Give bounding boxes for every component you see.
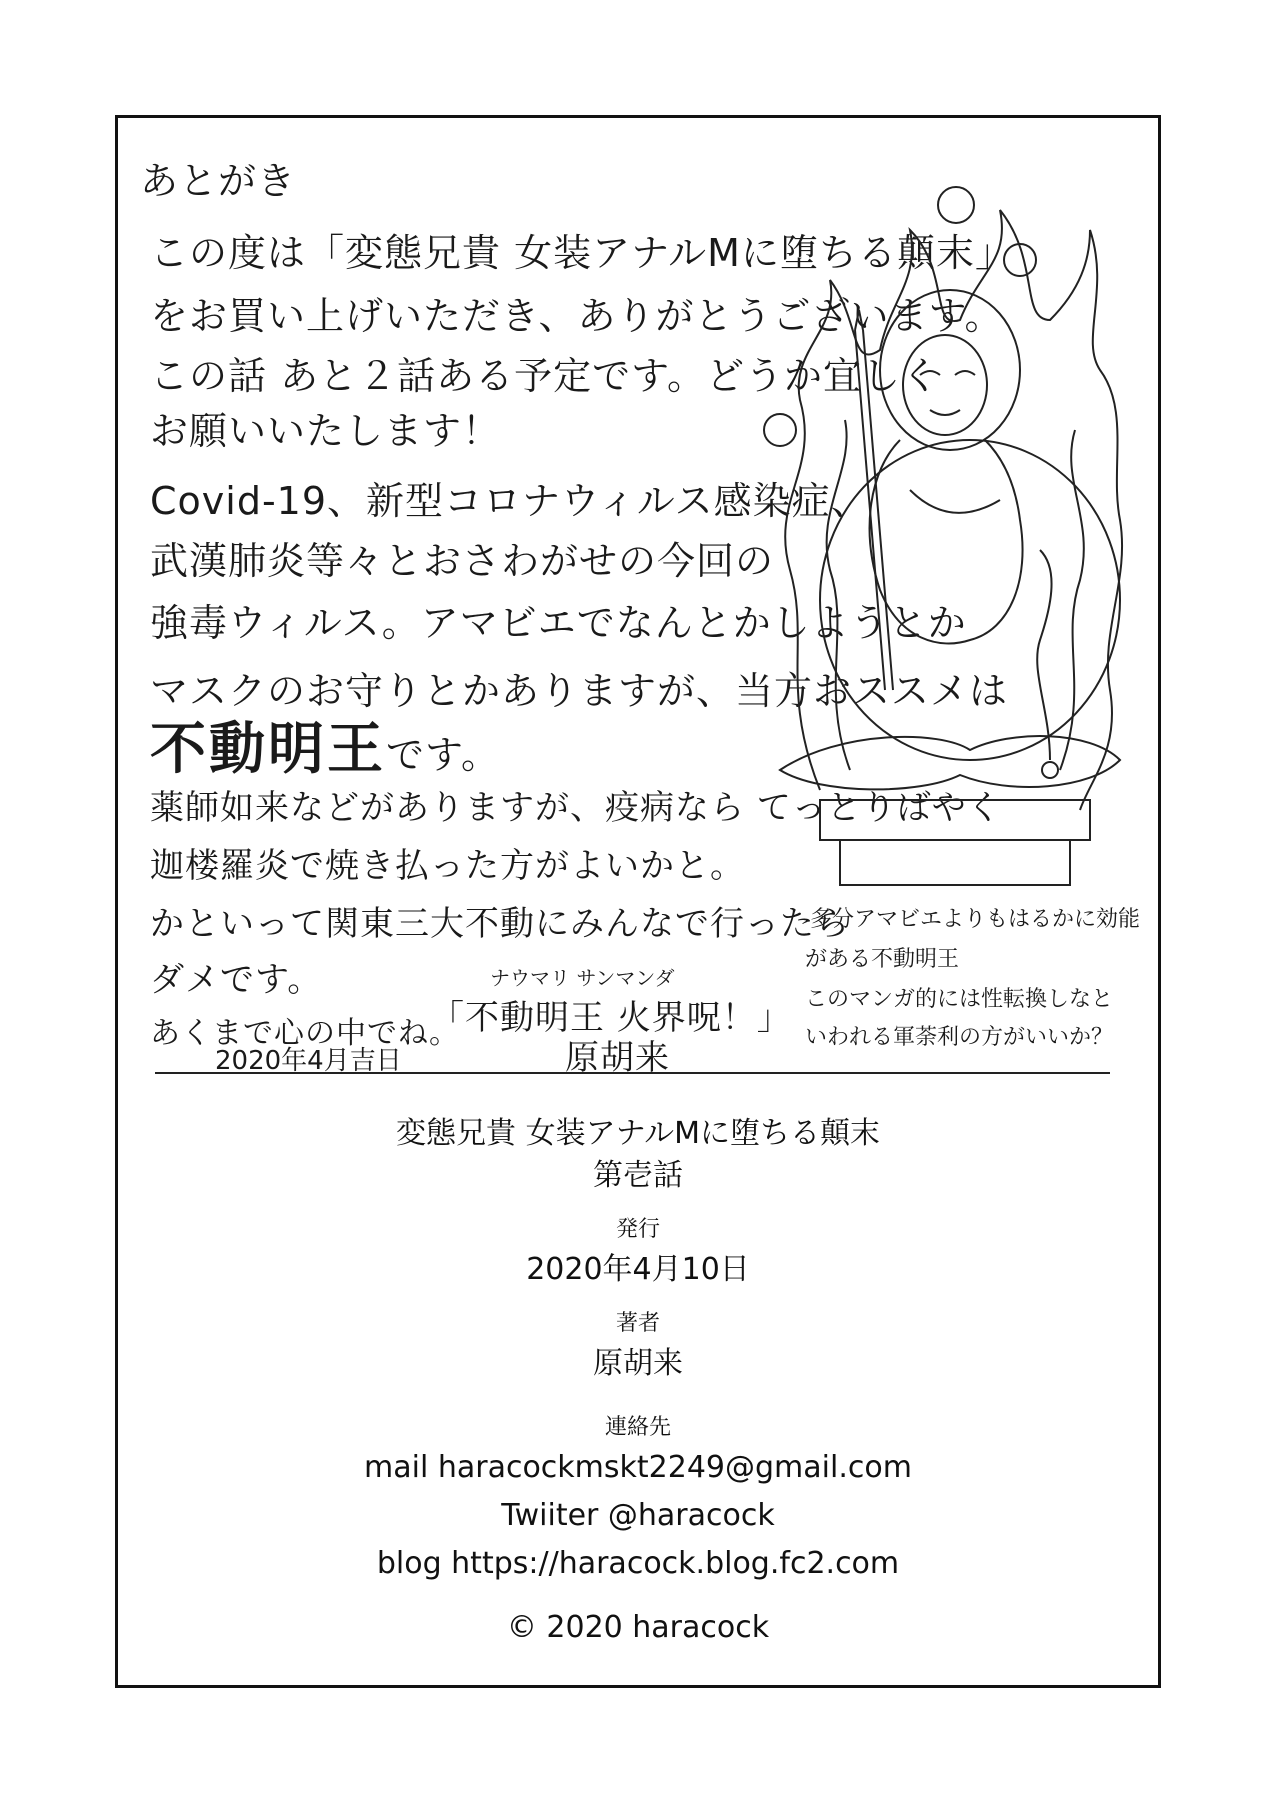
afterword-line-1: この度は「変態兄貴 女装アナルMに堕ちる顛末」 (150, 231, 1014, 275)
published-label: 発行 (615, 1217, 660, 1242)
afterword-line-4: お願いいたします！ (150, 409, 502, 453)
section-divider (155, 1072, 1110, 1074)
mantra: 「不動明王 火界呪！」 (430, 998, 792, 1038)
emphasis-word: 不動明王 (150, 717, 386, 782)
caption-line-1: 多分アマビエよりもはるかに効能 (810, 907, 1141, 932)
contact-blog[interactable]: blog https://haracock.blog.fc2.com (376, 1546, 900, 1581)
author-name: 原胡来 (593, 1346, 683, 1381)
afterword-line-11: かといって関東三大不動にみんなで行ったら (150, 904, 850, 944)
afterword-heading: あとがき (140, 159, 297, 203)
afterword-line-3: この話 あと２話ある予定です。どうか宜しく (150, 354, 941, 398)
emphasis-row (150, 705, 500, 785)
afterword-line-10: 迦楼羅炎で焼き払った方がよいかと。 (150, 846, 745, 886)
caption-line-3: このマンガ的には性転換しなと (805, 987, 1114, 1012)
copyright: © 2020 haracock (506, 1610, 770, 1645)
emphasis-suffix: です。 (386, 733, 500, 777)
afterword-line-8: マスクのお守りとかありますが、当方おススメは (150, 669, 1009, 713)
afterword-line-6: 武漢肺炎等々とおさわがせの今回の (150, 539, 775, 583)
afterword-signature: 原胡来 (565, 1038, 670, 1078)
fudo-myoo-illustration (760, 170, 1140, 890)
colophon-episode: 第壱話 (593, 1158, 683, 1193)
author-label: 著者 (615, 1311, 660, 1336)
afterword-line-12: ダメです。 (150, 960, 323, 1000)
contact-twitter[interactable]: Twiiter @haracock (501, 1498, 775, 1533)
afterword-line-2: をお買い上げいただき、ありがとうございます。 (150, 294, 1004, 338)
caption-line-2: がある不動明王 (805, 947, 960, 972)
mantra-ruby: ナウマリ サンマンダ (490, 966, 675, 990)
caption-line-4: いわれる軍荼利の方がいいか？ (805, 1025, 1114, 1050)
contact-mail[interactable]: mail haracockmskt2249@gmail.com (364, 1450, 912, 1485)
afterword-date: 2020年4月吉日 (215, 1046, 402, 1076)
afterword-line-7: 強毒ウィルス。アマビエでなんとかしようとか (150, 601, 967, 645)
afterword-line-9: 薬師如来などがありますが、疫病なら てっとりばやく (150, 788, 1002, 828)
published-date: 2020年4月10日 (526, 1252, 750, 1287)
colophon-title: 変態兄貴 女装アナルMに堕ちる顛末 (396, 1116, 880, 1151)
afterword-line-13: あくまで心の中でね。 (150, 1016, 460, 1051)
contact-label: 連絡先 (604, 1415, 671, 1440)
afterword-line-5: Covid-19、新型コロナウィルス感染症、 (150, 479, 870, 523)
